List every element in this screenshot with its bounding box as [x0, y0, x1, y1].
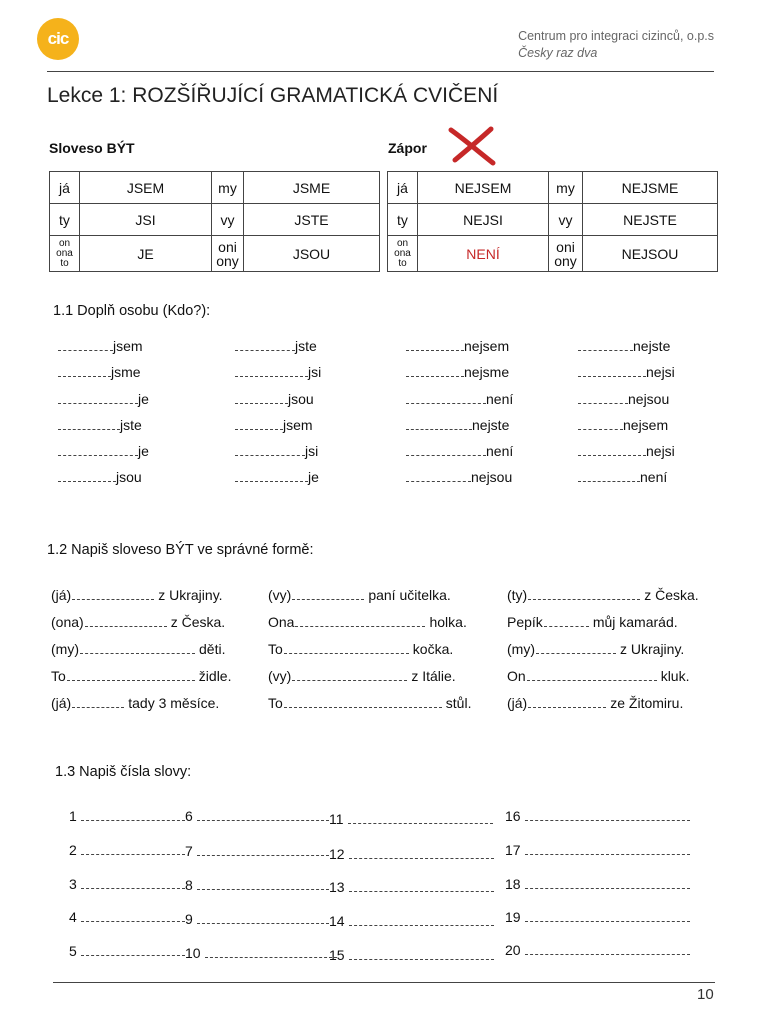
sentence-item [268, 640, 453, 657]
number-item [329, 810, 493, 827]
sentence-subject: (my) [507, 641, 535, 657]
sentence-subject: To [268, 695, 283, 711]
sentence-subject: (my) [51, 641, 79, 657]
pronoun-cell: my [549, 172, 583, 204]
answer-blank[interactable] [235, 468, 308, 482]
verb-form-cell: JSME [244, 172, 380, 204]
number-label: 8 [185, 877, 193, 893]
verb-form-cell: JE [80, 236, 212, 272]
verb-form-text: nejsem [623, 417, 669, 433]
verb-form-text: jsi [305, 443, 319, 459]
answer-blank[interactable] [525, 875, 690, 889]
logo-text: cic [47, 29, 69, 48]
org-name: Centrum pro integraci cizinců, o.p.s [518, 29, 714, 43]
answer-blank[interactable] [58, 416, 120, 430]
verb-form-cell: JSOU [244, 236, 380, 272]
number-item [69, 942, 185, 959]
pronoun-cell: vy [549, 204, 583, 236]
sentence-subject: (já) [51, 587, 72, 603]
verb-form-cell: JSI [80, 204, 212, 236]
sentence-subject: To [51, 668, 66, 684]
number-label: 4 [69, 909, 77, 925]
number-item [185, 910, 329, 927]
verb-form-text: nejsme [464, 364, 510, 380]
exercise-1-1-heading: 1.1 Doplň osobu (Kdo?): [53, 303, 211, 319]
fill-in-item [235, 468, 319, 485]
verb-form-cell: NEJSOU [583, 236, 718, 272]
fill-in-item [406, 337, 509, 354]
number-item [329, 912, 494, 929]
number-item [69, 807, 185, 824]
verb-form-cell: NEJSTE [583, 204, 718, 236]
sentence-rest: z Ukrajiny. [620, 641, 685, 657]
pronoun-cell: já [50, 172, 80, 204]
verb-form-text: jsou [116, 469, 142, 485]
sentence-rest: židle. [198, 668, 232, 684]
fill-in-item [58, 416, 142, 433]
sentence-rest: kluk. [660, 668, 690, 684]
exercise-1-3-heading: 1.3 Napiš čísla slovy: [55, 764, 192, 780]
answer-blank[interactable] [406, 363, 464, 377]
answer-blank[interactable] [58, 363, 111, 377]
answer-blank[interactable] [80, 640, 195, 654]
sentence-item [507, 586, 699, 603]
red-x-icon [447, 126, 497, 166]
answer-blank[interactable] [578, 337, 633, 351]
verb-form-text: není [486, 391, 514, 407]
fill-in-item [58, 363, 141, 380]
fill-in-item [406, 468, 512, 485]
answer-blank[interactable] [406, 442, 486, 456]
number-label: 15 [329, 947, 345, 963]
pronoun-cell: my [212, 172, 244, 204]
number-label: 18 [505, 876, 521, 892]
answer-blank[interactable] [72, 694, 124, 708]
verb-form-text: jste [295, 338, 317, 354]
answer-blank[interactable] [81, 908, 185, 922]
answer-blank[interactable] [292, 586, 364, 600]
fill-in-item [235, 337, 317, 354]
pronoun-cell: ty [388, 204, 418, 236]
answer-blank[interactable] [85, 613, 167, 627]
sentence-rest: z Česka. [170, 614, 226, 630]
fill-in-item [406, 442, 513, 459]
answer-blank[interactable] [406, 337, 464, 351]
answer-blank[interactable] [81, 807, 185, 821]
verb-form-cell: NEJSI [418, 204, 549, 236]
sentence-subject: Pepík [507, 614, 543, 630]
answer-blank[interactable] [81, 841, 185, 855]
number-item [505, 807, 690, 824]
cic-logo [37, 18, 79, 60]
number-label: 3 [69, 876, 77, 892]
sentence-rest: ze Žitomiru. [610, 695, 684, 711]
answer-blank[interactable] [72, 586, 154, 600]
header-divider [47, 71, 714, 72]
number-item [505, 875, 690, 892]
sentence-subject: On [507, 668, 526, 684]
answer-blank[interactable] [81, 942, 185, 956]
verb-form-text: jste [120, 417, 142, 433]
sentence-rest: z Itálie. [411, 668, 456, 684]
fill-in-item [235, 363, 321, 380]
answer-blank[interactable] [406, 468, 471, 482]
sentence-item [268, 667, 456, 684]
fill-in-item [578, 337, 670, 354]
answer-blank[interactable] [197, 876, 329, 890]
fill-in-item [578, 363, 675, 380]
answer-blank[interactable] [235, 337, 295, 351]
number-item [329, 878, 494, 895]
answer-blank[interactable] [235, 390, 288, 404]
verb-form-text: nejsem [464, 338, 510, 354]
fill-in-item [58, 390, 149, 407]
answer-blank[interactable] [525, 841, 690, 855]
verb-form-text: jsi [308, 364, 322, 380]
sentence-subject: (já) [507, 695, 528, 711]
answer-blank[interactable] [197, 910, 329, 924]
answer-blank[interactable] [81, 875, 185, 889]
answer-blank[interactable] [578, 363, 646, 377]
answer-blank[interactable] [525, 908, 690, 922]
number-label: 5 [69, 943, 77, 959]
answer-blank[interactable] [578, 390, 628, 404]
number-item [185, 876, 329, 893]
sentence-item [507, 694, 683, 711]
answer-blank[interactable] [528, 694, 606, 708]
footer-divider [53, 982, 715, 983]
verb-form-text: nejste [472, 417, 510, 433]
number-item [505, 841, 690, 858]
number-label: 7 [185, 843, 193, 859]
fill-in-item [235, 390, 314, 407]
verb-form-text: jsem [283, 417, 313, 433]
number-label: 13 [329, 879, 345, 895]
number-label: 17 [505, 842, 521, 858]
number-item [329, 946, 494, 963]
number-item [505, 908, 690, 925]
sentence-item [507, 613, 678, 630]
pronoun-cell: oni ony [212, 236, 244, 272]
sentence-rest: můj kamarád. [592, 614, 678, 630]
verb-form-cell: JSTE [244, 204, 380, 236]
verb-form-text: jsou [288, 391, 314, 407]
fill-in-item [58, 337, 143, 354]
sentence-item [51, 694, 219, 711]
number-label: 14 [329, 913, 345, 929]
negation-table-heading: Zápor [388, 140, 427, 156]
sentence-item [51, 613, 225, 630]
fill-in-item [578, 468, 667, 485]
verb-form-text: jsme [111, 364, 141, 380]
verb-form-cell: JSEM [80, 172, 212, 204]
number-label: 20 [505, 942, 521, 958]
number-label: 1 [69, 808, 77, 824]
page-title: Lekce 1: ROZŠÍŘUJÍCÍ GRAMATICKÁ CVIČENÍ [47, 84, 499, 107]
sentence-rest: paní učitelka. [368, 587, 451, 603]
sentence-item [507, 640, 684, 657]
fill-in-item [406, 390, 513, 407]
sentence-item [268, 613, 467, 630]
fill-in-item [235, 416, 313, 433]
verb-form-cell: NEJSEM [418, 172, 549, 204]
number-label: 6 [185, 808, 193, 824]
verb-form-text: nejsou [628, 391, 670, 407]
sentence-subject: (ona) [51, 614, 84, 630]
answer-blank[interactable] [284, 694, 442, 708]
fill-in-item [58, 468, 142, 485]
verb-form-text: nejsi [646, 443, 675, 459]
sentence-subject: (ty) [507, 587, 528, 603]
verb-form-text: nejsou [471, 469, 513, 485]
sentence-rest: děti. [199, 641, 226, 657]
fill-in-item [406, 363, 509, 380]
exercise-1-2-heading: 1.2 Napiš sloveso BÝT ve správné formě: [47, 542, 314, 558]
sentence-item [51, 586, 223, 603]
answer-blank[interactable] [525, 807, 690, 821]
answer-blank[interactable] [235, 416, 283, 430]
book-title: Česky raz dva [518, 46, 598, 60]
answer-blank[interactable] [295, 613, 425, 627]
sentence-rest: kočka. [412, 641, 454, 657]
sentence-rest: z Ukrajiny. [158, 587, 223, 603]
verb-table-heading: Sloveso BÝT [49, 140, 135, 156]
sentence-subject: To [268, 641, 283, 657]
fill-in-item [58, 442, 149, 459]
answer-blank[interactable] [544, 613, 589, 627]
answer-blank[interactable] [292, 667, 407, 681]
answer-blank[interactable] [58, 337, 113, 351]
answer-blank[interactable] [58, 390, 138, 404]
verb-form-text: není [640, 469, 668, 485]
answer-blank[interactable] [235, 363, 308, 377]
sentence-subject: (vy) [268, 668, 292, 684]
verb-form-text: jsem [113, 338, 143, 354]
sentence-item [268, 586, 451, 603]
number-item [69, 875, 185, 892]
answer-blank[interactable] [58, 468, 116, 482]
sentence-rest: stůl. [445, 695, 472, 711]
sentence-item [51, 667, 231, 684]
number-label: 11 [329, 811, 344, 827]
pronoun-cell: oni ony [549, 236, 583, 272]
number-label: 16 [505, 808, 521, 824]
answer-blank[interactable] [349, 845, 494, 859]
answer-blank[interactable] [349, 946, 494, 960]
verb-form-text: je [308, 469, 319, 485]
pronoun-cell: ty [50, 204, 80, 236]
number-item [185, 944, 337, 961]
negation-table [387, 171, 718, 272]
sentence-subject: (já) [51, 695, 72, 711]
answer-blank[interactable] [58, 442, 138, 456]
answer-blank[interactable] [406, 390, 486, 404]
sentence-item [51, 640, 225, 657]
answer-blank[interactable] [578, 416, 623, 430]
answer-blank[interactable] [348, 810, 493, 824]
fill-in-item [235, 442, 318, 459]
verb-form-text: je [138, 443, 149, 459]
number-item [69, 908, 185, 925]
fill-in-item [578, 390, 669, 407]
verb-byt-table [49, 171, 380, 272]
answer-blank[interactable] [284, 640, 409, 654]
sentence-subject: Ona [268, 614, 295, 630]
answer-blank[interactable] [406, 416, 472, 430]
answer-blank[interactable] [536, 640, 616, 654]
pronoun-cell: vy [212, 204, 244, 236]
answer-blank[interactable] [578, 442, 646, 456]
verb-form-text: nejste [633, 338, 671, 354]
answer-blank[interactable] [349, 912, 494, 926]
answer-blank[interactable] [67, 667, 195, 681]
fill-in-item [578, 442, 675, 459]
answer-blank[interactable] [235, 442, 305, 456]
highlighted-verb-form-cell: NENÍ [418, 236, 549, 272]
answer-blank[interactable] [349, 878, 494, 892]
sentence-subject: (vy) [268, 587, 292, 603]
sentence-rest: z Česka. [644, 587, 699, 603]
answer-blank[interactable] [197, 842, 329, 856]
pronoun-cell: já [388, 172, 418, 204]
sentence-item [507, 667, 689, 684]
number-item [185, 842, 329, 859]
pronoun-cell: on ona to [388, 236, 418, 272]
number-item [505, 941, 690, 958]
answer-blank[interactable] [205, 944, 337, 958]
answer-blank[interactable] [528, 586, 640, 600]
page-number: 10 [697, 986, 714, 1003]
number-label: 12 [329, 846, 345, 862]
number-item [185, 807, 329, 824]
fill-in-item [578, 416, 668, 433]
answer-blank[interactable] [197, 807, 329, 821]
verb-form-cell: NEJSME [583, 172, 718, 204]
verb-form-text: nejsi [646, 364, 675, 380]
answer-blank[interactable] [525, 941, 690, 955]
sentence-rest: holka. [429, 614, 467, 630]
number-item [329, 845, 494, 862]
sentence-rest: tady 3 měsíce. [128, 695, 220, 711]
number-label: 19 [505, 909, 521, 925]
fill-in-item [406, 416, 509, 433]
number-label: 10 [185, 945, 201, 961]
number-item [69, 841, 185, 858]
organization-header [518, 28, 714, 62]
pronoun-cell: on ona to [50, 236, 80, 272]
number-label: 2 [69, 842, 77, 858]
sentence-item [268, 694, 471, 711]
verb-form-text: je [138, 391, 149, 407]
answer-blank[interactable] [578, 468, 640, 482]
number-label: 9 [185, 911, 193, 927]
verb-form-text: není [486, 443, 514, 459]
answer-blank[interactable] [527, 667, 657, 681]
